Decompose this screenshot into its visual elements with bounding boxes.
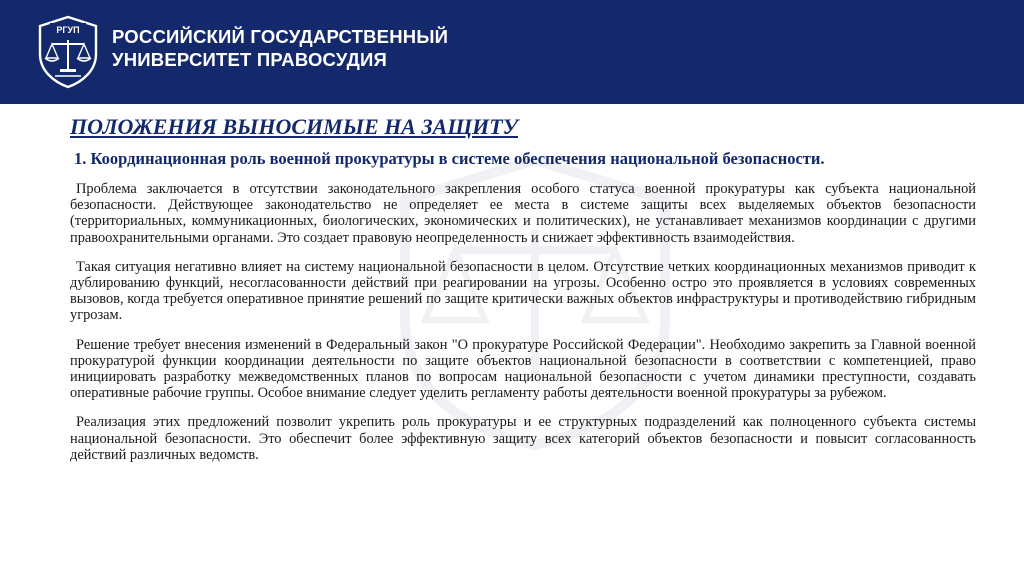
organization-name xyxy=(112,25,448,71)
paragraph-4: Реализация этих предложений позволит укрепить роль прокуратуры и ее структурных подразделений как полноценного субъекта системы национальной безопасности. Это обеспечит более эффективную защиту всех категорий объектов безопасности и повысит согласованность действий различных ведомств. xyxy=(70,414,976,463)
slide-subtitle: 1. Координационная роль военной прокуратуры в системе обеспечения национальной безопасности. xyxy=(74,149,825,168)
header-bar xyxy=(0,0,1024,104)
org-name-line-1: РОССИЙСКИЙ ГОСУДАРСТВЕННЫЙ xyxy=(112,26,449,47)
university-emblem-icon xyxy=(35,14,101,90)
paragraph-3: Решение требует внесения изменений в Федеральный закон "О прокуратуре Российской Федерации". Необходимо закрепить за Главной военной прокуратурой функции координации деятельности по защите объектов национальной безопасности в соответствии с компетенцией, право инициировать разработку межведомственных планов по вопросам национальной безопасности с учетом динамики преступности, создавать оперативные рабочие группы. Особое внимание следует уделить регламенту работы деятельности военной прокуратуры за рубежом. xyxy=(70,336,976,402)
org-name-line-2: УНИВЕРСИТЕТ ПРАВОСУДИЯ xyxy=(112,49,387,70)
logo-text: РГУП xyxy=(56,25,80,35)
paragraph-1: Проблема заключается в отсутствии законодательного закрепления особого статуса военной прокуратуры как субъекта национальной безопасности. Действующее законодательство не определяет ее места в системе защиты всех выделяемых объектов безопасности (территориальных, коммуникационных, биологических, экономических и политических), не устанавливает механизмов координации с другими правоохранительными органами. Это создает правовую неопределенность и снижает эффективность взаимодействия. xyxy=(70,181,976,246)
paragraph-2: Такая ситуация негативно влияет на систему национальной безопасности в целом. Отсутствие четких координационных механизмов приводит к дублированию функций, несогласованности действий при реагировании на угрозы. Особенно остро это проявляется в условиях современных вызовов, когда требуется оперативное принятие решений по защите критически важных объектов инфраструктуры и противодействию гибридным угрозам. xyxy=(70,258,976,324)
slide-title: ПОЛОЖЕНИЯ ВЫНОСИМЫЕ НА ЗАЩИТУ xyxy=(70,114,518,139)
slide-content xyxy=(70,114,976,463)
